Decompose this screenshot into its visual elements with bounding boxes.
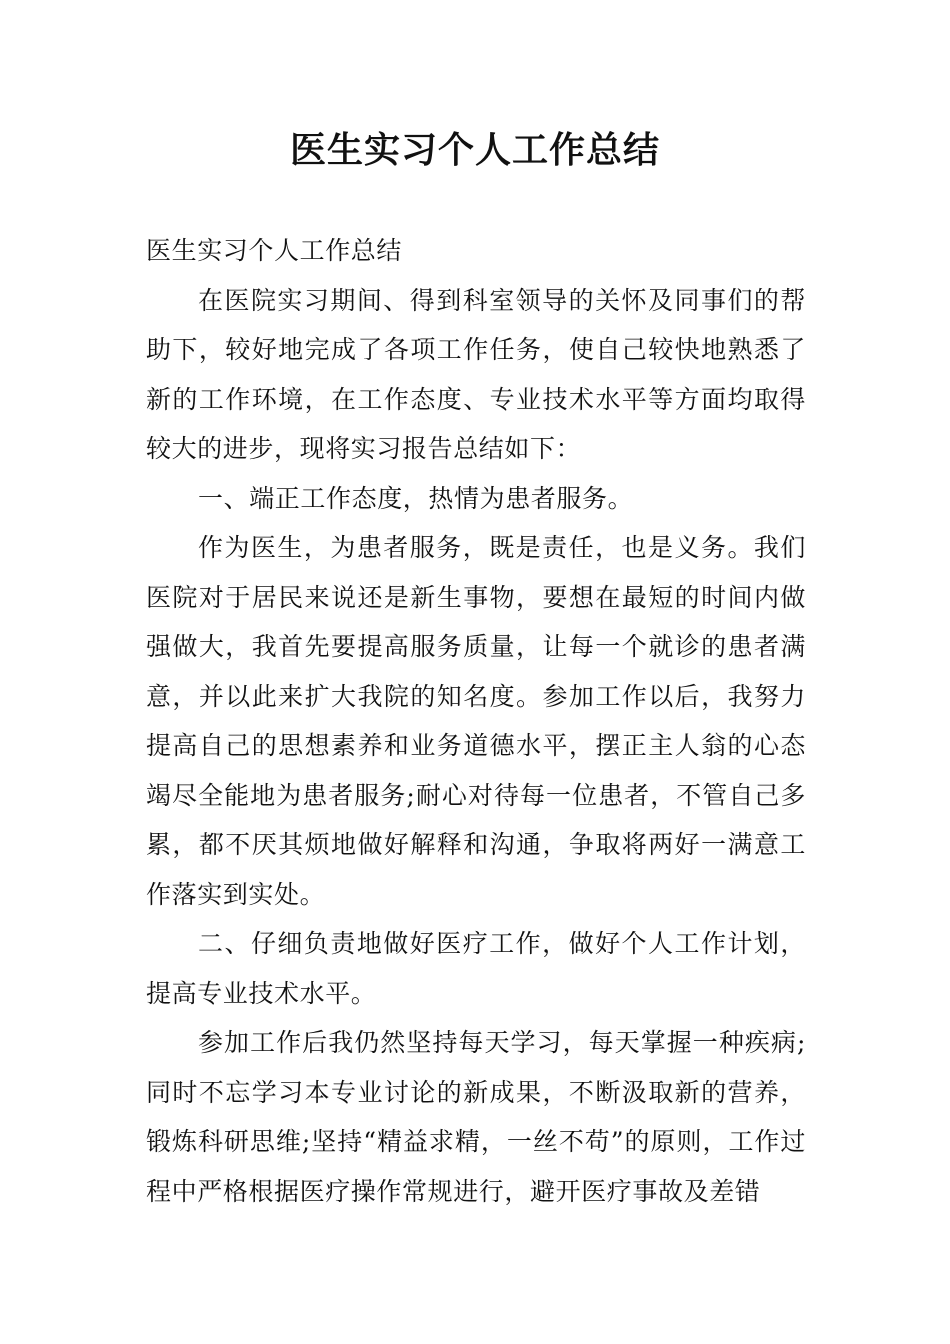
section-heading-1: 一、端正工作态度，热情为患者服务。 [198, 483, 634, 513]
section-1-paragraph: 作为医生，为患者服务，既是责任，也是义务。我们医院对于居民来说还是新生事物，要想在最短的时间内做强做大，我首先要提高服务质量，让每一个就诊的患者满意，并以此来扩大我院的知名度。参加工作以后，我努力提高自己的思想素养和业务道德水平，摆正主人翁的心态竭尽全能地为患者服务;耐心对待每一位患者，不管自己多累，都不厌其烦地做好解释和沟通，争取将两好一满意工作落实到实处。 [146, 533, 806, 909]
section-2-paragraph: 参加工作后我仍然坚持每天学习，每天掌握一种疾病;同时不忘学习本专业讨论的新成果，不断汲取新的营养，锻炼科研思维;坚持“精益求精，一丝不苟”的原则，工作过程中严格根据医疗操作常规进行，避开医疗事故及差错 [146, 1028, 806, 1206]
section-heading-2: 二、仔细负责地做好医疗工作，做好个人工作计划，提高专业技术水平。 [146, 929, 806, 1008]
document-title: 医生实习个人工作总结 [289, 129, 660, 171]
intro-paragraph: 在医院实习期间、得到科室领导的关怀及同事们的帮助下，较好地完成了各项工作任务，使自己较快地熟悉了新的工作环境，在工作态度、专业技术水平等方面均取得较大的进步，现将实习报告总结如下： [146, 285, 806, 463]
document-body [146, 226, 806, 1216]
subtitle-paragraph: 医生实习个人工作总结 [146, 236, 403, 265]
